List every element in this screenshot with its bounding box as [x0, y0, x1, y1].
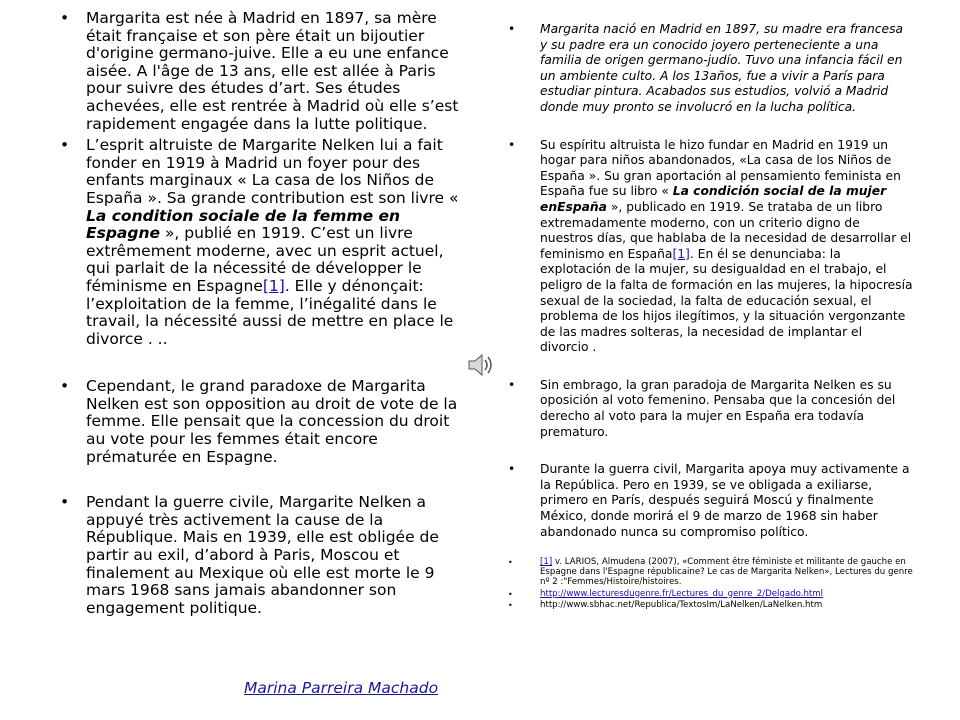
es-paragraph-civil-war: • Durante la guerra civil, Margarita apoya muy activamente a la República. Pero en 1939, se ve obligada a exiliarse, primero en París, después seguirá Moscú y finalmente México, donde morirá el 9 de marzo de 1968 sin haber abandonado nunca su compromiso político.: [508, 462, 914, 540]
es-paragraph-birth: • Margarita nació en Madrid en 1897, su madre era francesa y su padre era un conocido joyero perteneciente a una familia de origen germano-judío. Tuvo una infancia fácil en un ambiente culto. A los 13años, fue a vivir a París para estudiar pintura. Acabados sus estudios, volvió a Madrid donde muy pronto se involucró en la lucha política.: [508, 22, 914, 116]
es-paragraph-paradox: • Sin embrago, la gran paradoja de Margarita Nelken es su oposición al voto femenino. Pensaba que la concesión del derecho al voto para la mujer en España era todavía prematuro.: [508, 378, 914, 440]
fr-footnote-link[interactable]: [1]: [262, 276, 285, 295]
footnote-1-ref[interactable]: [1]: [540, 557, 553, 568]
french-column: [60, 0, 465, 643]
author-name: Marina Parreira Machado: [244, 679, 439, 697]
speaker-icon[interactable]: [465, 350, 495, 380]
es-footnote-link[interactable]: [1]: [672, 246, 690, 261]
footnotes: [508, 558, 914, 611]
fr-paragraph-civil-war: • Pendant la guerre civile, Margarite Nelken a appuyé très activement la cause de la République. Mais en 1939, elle est obligée de partir au exil, d’abord à Paris, Moscou et finalement au Mexique où elle est morte le 9 mars 1968 sans jamais abandonner son engagement politique.: [60, 494, 465, 617]
footnote-link-sbhac: [508, 601, 914, 611]
footnote-1: • [1] v. LARIOS, Almudena (2007), «Comment être féministe et militante de gauche en Espagne dans l'Espagne républicaine? Le cas de Margarita Nelken», Lectures du genre nº 2 :"Femmes/Histoire/histoires.: [508, 558, 914, 587]
fr-paragraph-paradox: • Cependant, le grand paradoxe de Margarita Nelken est son opposition au droit de vote de la femme. Elle pensait que la concession du droit au vote pour les femmes était encore prématurée en Espagne.: [60, 378, 465, 466]
es-book-title: La condición social de la mujer enEspaña: [540, 184, 887, 214]
lecturesdugenre-link[interactable]: http://www.lecturesdugenre.fr/Lectures_du_genre_2/Delgado.html: [540, 588, 824, 599]
es-paragraph-altruism: • Su espíritu altruista le hizo fundar en Madrid en 1919 un hogar para niños abandonados, «La casa de los Niños de España ». Su gran aportación al pensamiento feminista en España fue su libro « La condición social de la mujer enEspaña », publicado en 1919. Se trataba de un libro extremadamente moderno, con un criterio digno de nuestros días, que hablaba de la necesidad de desarrollar el feminismo en España[1]. En él se denunciaba: la explotación de la mujer, su desigualdad en el trabajo, el peligro de la falta de formación en las mujeres, la hipocresía sexual de la sociedad, la falta de educación sexual, el problema de los hijos ilegítimos, y la situación vergonzante de las madres solteras, la necesidad de implantar el divorcio .: [508, 138, 914, 356]
sbhac-url: http://www.sbhac.net/Republica/TextosIm/LaNelken/LaNelken.htm: [540, 600, 823, 611]
spanish-column: [508, 0, 914, 613]
footnote-link-lecturesdugenre: [508, 590, 914, 600]
fr-book-title: La condition sociale de la femme en Espagne: [86, 206, 401, 243]
fr-paragraph-birth: • Margarita est née à Madrid en 1897, sa mère était française et son père était un bijoutier d'origine germano-juive. Elle a eu une enfance aisée. A l'âge de 13 ans, elle est allée à Paris pour suivre des études d’art. Ses études achevées, elle est rentrée à Madrid où elle s’est rapidement engagée dans la lutte politique.: [60, 10, 465, 133]
fr-paragraph-altruism: • L’esprit altruiste de Margarite Nelken lui a fait fonder en 1919 à Madrid un foyer pour des enfants marginaux « La casa de los Niños de España ». Sa grande contribution est son livre « La condition sociale de la femme en Espagne », publié en 1919. C’est un livre extrêmement moderne, avec un esprit actuel, qui parlait de la nécessité de développer le féminisme en Espagne[1]. Elle y dénonçait: l’exploitation de la femme, l’inégalité dans le travail, la nécessité aussi de mettre en place le divorce . ..: [60, 137, 465, 348]
